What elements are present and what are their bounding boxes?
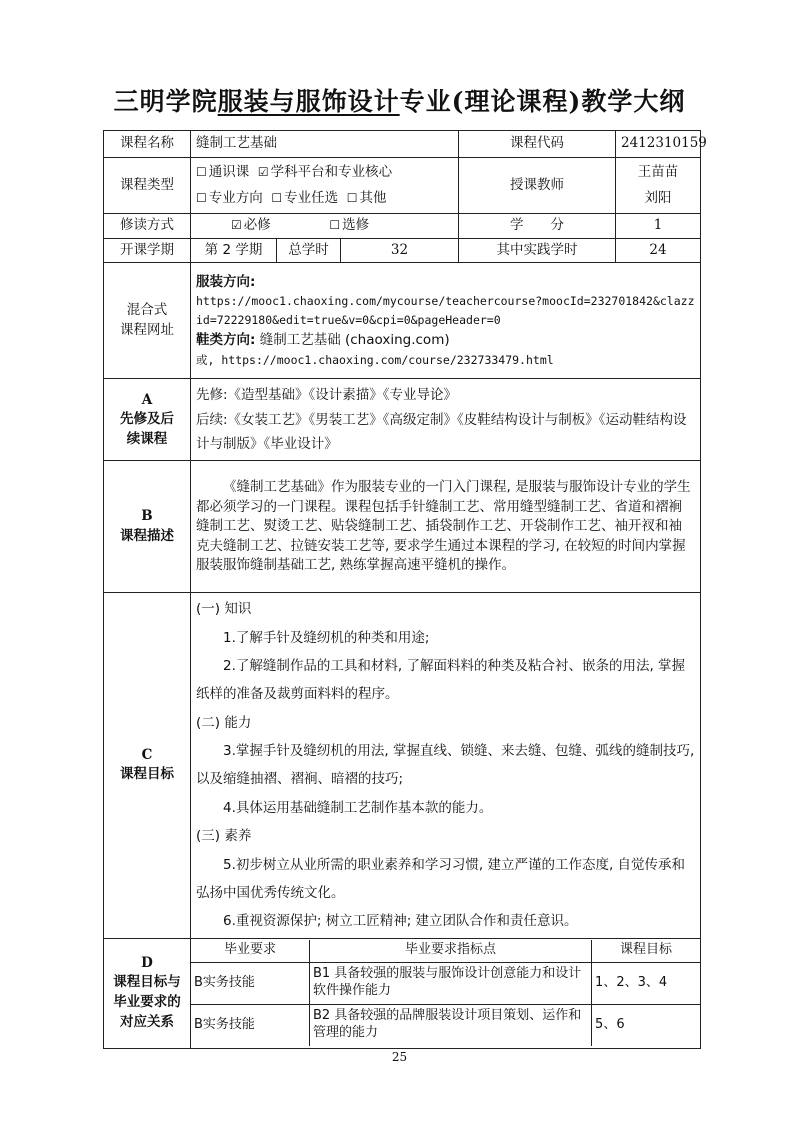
credit-label: 学 分 [459, 214, 616, 239]
row-course-url [104, 263, 701, 379]
type-elective: 专业任选 [284, 189, 339, 206]
teacher-names [616, 158, 701, 214]
row1-requirement: B实务技能 [191, 962, 309, 1004]
course-code-value: 2412310159 [616, 131, 701, 158]
row-course-name [104, 131, 701, 158]
section-d-label-line2: 毕业要求的 [113, 994, 181, 1011]
row-section-b [104, 461, 701, 593]
row2-requirement: B实务技能 [191, 1004, 309, 1046]
mode-required: 必修 [243, 217, 271, 234]
unchecked-box-icon: ☐ [196, 165, 207, 179]
checked-box-icon: ☑ [231, 218, 242, 233]
row-course-type [104, 158, 701, 214]
goal-1: 1.了解手针及缝纫机的种类和用途; [223, 629, 430, 646]
course-name-label: 课程名称 [104, 131, 191, 158]
section-c-label [104, 593, 191, 938]
url-label-line2: 课程网址 [120, 321, 174, 338]
section-d-label-line3: 对应关系 [120, 1013, 174, 1030]
type-other: 其他 [359, 189, 387, 206]
header-requirement: 毕业要求 [191, 940, 309, 962]
section-a-letter: A [141, 391, 153, 408]
page-title [0, 82, 799, 118]
goal-6: 6.重视资源保护; 树立工匠精神; 建立团队合作和责任意识。 [223, 913, 578, 930]
goal-2: 2.了解缝制作品的工具和材料, 了解面料料的种类及粘合衬、嵌条的用法, 掌握纸样的准备及裁剪面料料的程序。 [196, 658, 686, 703]
course-name-value: 缝制工艺基础 [191, 131, 459, 158]
unchecked-box-icon: ☐ [196, 190, 207, 205]
clothing-direction-label: 服装方向: [196, 273, 256, 290]
course-goals [191, 593, 701, 938]
mapping-header-row [191, 940, 700, 962]
goal-5: 5.初步树立从业所需的职业素养和学习习惯, 建立严谨的工作态度, 自觉传承和弘扬中国优秀传统文化。 [196, 856, 686, 901]
goal-3: 3.掌握手针及缝纫机的用法, 掌握直线、锁缝、来去缝、包缝、弧线的缝制技巧, 以及缩缝抽褶、褶裥、暗褶的技巧; [196, 743, 695, 788]
goal-heading-knowledge: (一) 知识 [196, 601, 252, 618]
teacher-1: 王苗苗 [637, 164, 679, 180]
unchecked-box-icon: ☐ [346, 190, 358, 205]
clothing-course-link[interactable]: https://mooc1.chaoxing.com/mycourse/teachercourse?moocId=232701842&clazzid=72229180&edit=true&v=0&cpi=0&pageHeader=0 [196, 294, 695, 327]
goal-4: 4.具体运用基础缝制工艺制作基本款的能力。 [223, 799, 493, 816]
total-hours-label: 总学时 [277, 238, 341, 263]
row2-goal: 5、6 [592, 1004, 700, 1046]
goal-heading-quality: (三) 素养 [196, 828, 252, 845]
section-a-content [191, 379, 701, 461]
course-url-content [191, 263, 701, 379]
credit-value: 1 [616, 214, 701, 239]
table-row [191, 962, 700, 1004]
practice-hours-value: 24 [616, 238, 701, 263]
section-a-label-line1: 先修及后 [120, 411, 174, 428]
shoes-direction-label: 鞋类方向: [196, 332, 256, 349]
row-section-d [104, 938, 701, 1048]
header-goal: 课程目标 [592, 940, 700, 962]
type-direction: 专业方向 [208, 189, 263, 206]
shoes-direction-line [196, 331, 695, 351]
section-b-letter: B [141, 508, 153, 525]
header-indicator: 毕业要求指标点 [309, 940, 591, 962]
mapping-table [191, 940, 700, 1046]
section-d-label [104, 938, 191, 1048]
semester-label: 开课学期 [104, 238, 191, 263]
row-section-a [104, 379, 701, 461]
section-b-label-text: 课程描述 [120, 527, 174, 544]
teacher-label: 授课教师 [459, 158, 616, 214]
prerequisite-courses: 先修:《造型基础》《设计素描》《专业导论》 [196, 387, 458, 404]
title-suffix: 专业(理论课程)教学大纲 [399, 87, 686, 116]
type-general: 通识课 [208, 164, 250, 180]
shoes-course-link[interactable]: 或, https://mooc1.chaoxing.com/course/232733479.html [196, 352, 554, 367]
section-c-label-text: 课程目标 [120, 766, 174, 783]
title-major: 服装与服饰设计 [217, 87, 400, 116]
page-number: 25 [391, 1050, 408, 1064]
goal-heading-ability: (二) 能力 [196, 714, 252, 731]
section-a-label-line2: 续课程 [126, 430, 168, 447]
section-d-label-line1: 课程目标与 [113, 974, 181, 991]
row1-indicator: B1 具备较强的服装与服饰设计创意能力和设计软件操作能力 [309, 962, 591, 1004]
course-code-label: 课程代码 [459, 131, 616, 158]
total-hours-value: 32 [341, 238, 459, 263]
course-type-options [191, 158, 459, 214]
row2-indicator: B2 具备较强的品牌服装设计项目策划、运作和管理的能力 [309, 1004, 591, 1046]
section-d-letter: D [141, 954, 153, 971]
practice-hours-label: 其中实践学时 [459, 238, 616, 263]
row-section-c [104, 593, 701, 938]
mode-elective: 选修 [342, 217, 370, 234]
study-mode-label: 修读方式 [104, 214, 191, 239]
row-semester [104, 238, 701, 263]
section-b-label [104, 461, 191, 593]
section-a-label [104, 379, 191, 461]
syllabus-table [103, 130, 707, 1049]
url-label-line1: 混合式 [126, 302, 168, 319]
course-description: 《缝制工艺基础》作为服装专业的一门入门课程, 是服装与服饰设计专业的学生都必须学习的一门课程。课程包括手针缝制工艺、常用缝型缝制工艺、省道和褶裥缝制工艺、熨烫工艺、贴袋缝制工艺、插袋制作工艺、开袋制作工艺、袖开衩和袖克夫缝制工艺、拉链安装工艺等, 要求学生通过本课程的学习, 在较短的时间内掌握服装服饰缝制基础工艺, 熟练掌握高速平缝机的操作。 [191, 461, 701, 593]
study-mode-options [191, 214, 459, 239]
table-row [191, 1004, 700, 1046]
type-core: 学科平台和专业核心 [270, 164, 393, 180]
row-study-mode [104, 214, 701, 239]
course-url-label [104, 263, 191, 379]
row1-goal: 1、2、3、4 [592, 962, 700, 1004]
checked-box-icon: ☑ [257, 165, 269, 179]
unchecked-box-icon: ☐ [271, 190, 283, 205]
section-c-letter: C [141, 746, 153, 763]
mapping-table-cell [191, 938, 701, 1048]
course-type-label: 课程类型 [104, 158, 191, 214]
shoes-course-link-text[interactable]: 缝制工艺基础 (chaoxing.com) [255, 332, 450, 349]
unchecked-box-icon: ☐ [329, 218, 341, 233]
semester-value: 第 2 学期 [191, 238, 277, 263]
follow-up-courses: 后续:《女装工艺》《男装工艺》《高级定制》《皮鞋结构设计与制板》《运动鞋结构设计与制版》《毕业设计》 [196, 411, 687, 453]
title-school: 三明学院 [113, 87, 218, 116]
teacher-2: 刘阳 [644, 189, 672, 206]
